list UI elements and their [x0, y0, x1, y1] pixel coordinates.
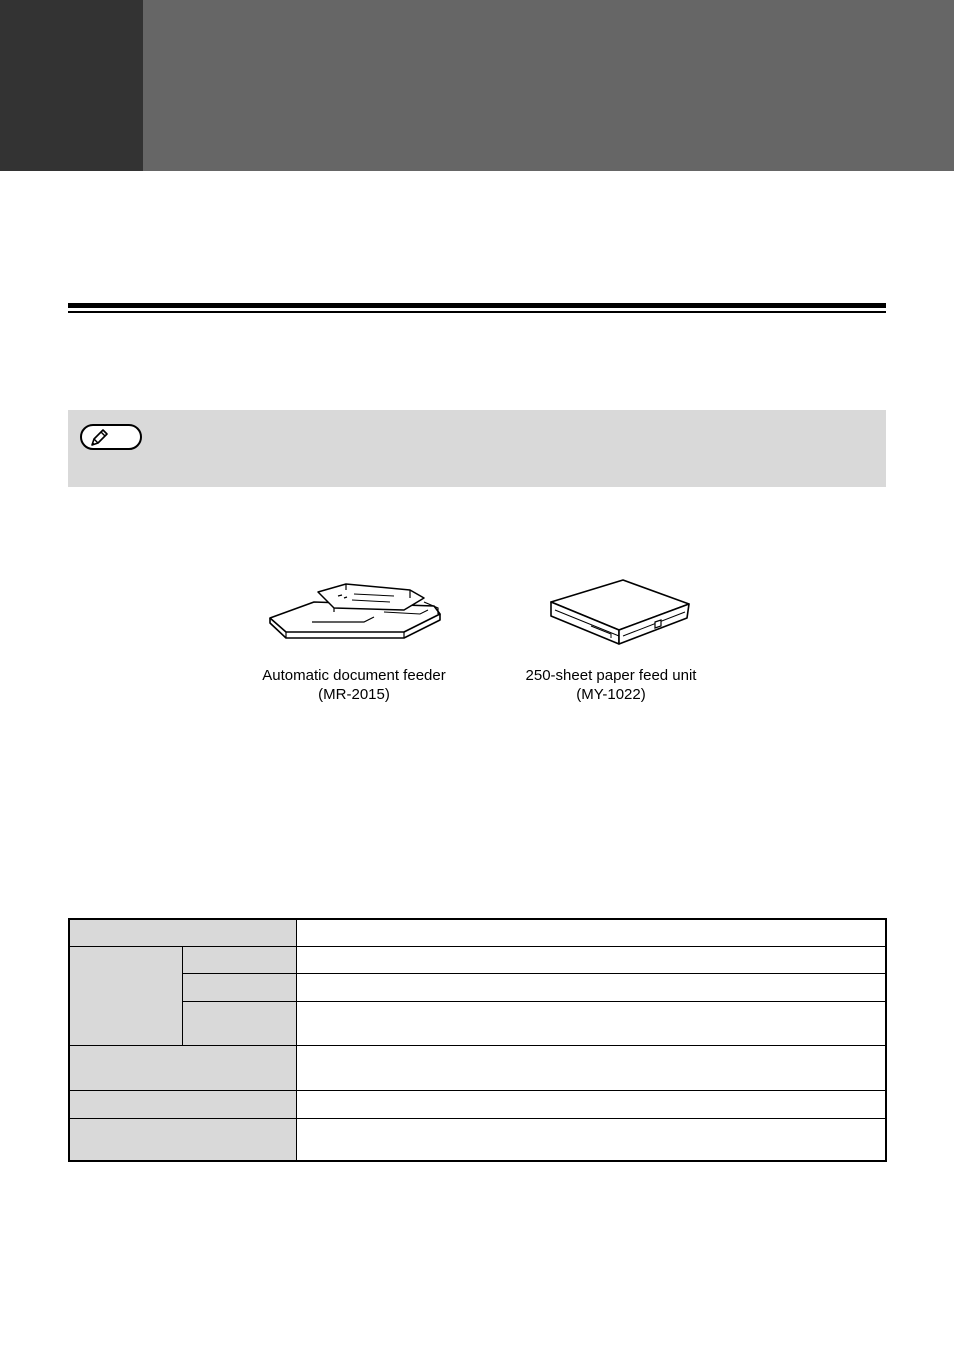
options-figure — [234, 560, 720, 732]
table-label-cell — [70, 920, 296, 946]
table-group-label-cell — [70, 947, 182, 1045]
table-label-cell — [70, 1119, 296, 1160]
note-box — [68, 410, 886, 487]
table-sublabel-cell — [183, 1002, 296, 1045]
pencil-icon — [88, 428, 110, 448]
model-number: (MY-1022) — [576, 686, 646, 703]
chapter-tab — [0, 0, 143, 171]
figure-item-document-feeder — [234, 560, 474, 732]
table-label-cell — [70, 1091, 296, 1118]
caption-line: Automatic document feeder — [262, 667, 446, 684]
note-badge — [80, 424, 142, 450]
model-number: (MR-2015) — [318, 686, 390, 703]
chapter-header-bar — [143, 0, 954, 171]
specifications-table — [68, 918, 887, 1162]
caption-line: 250-sheet paper feed unit — [525, 667, 697, 684]
table-sublabel-cell — [183, 974, 296, 1001]
figure-item-paper-feed-unit — [491, 560, 731, 732]
table-label-cell — [70, 1046, 296, 1090]
paper-feed-unit-icon — [491, 560, 731, 670]
table-sublabel-cell — [183, 947, 296, 973]
section-title-rule — [68, 303, 886, 313]
document-feeder-icon — [234, 560, 474, 670]
